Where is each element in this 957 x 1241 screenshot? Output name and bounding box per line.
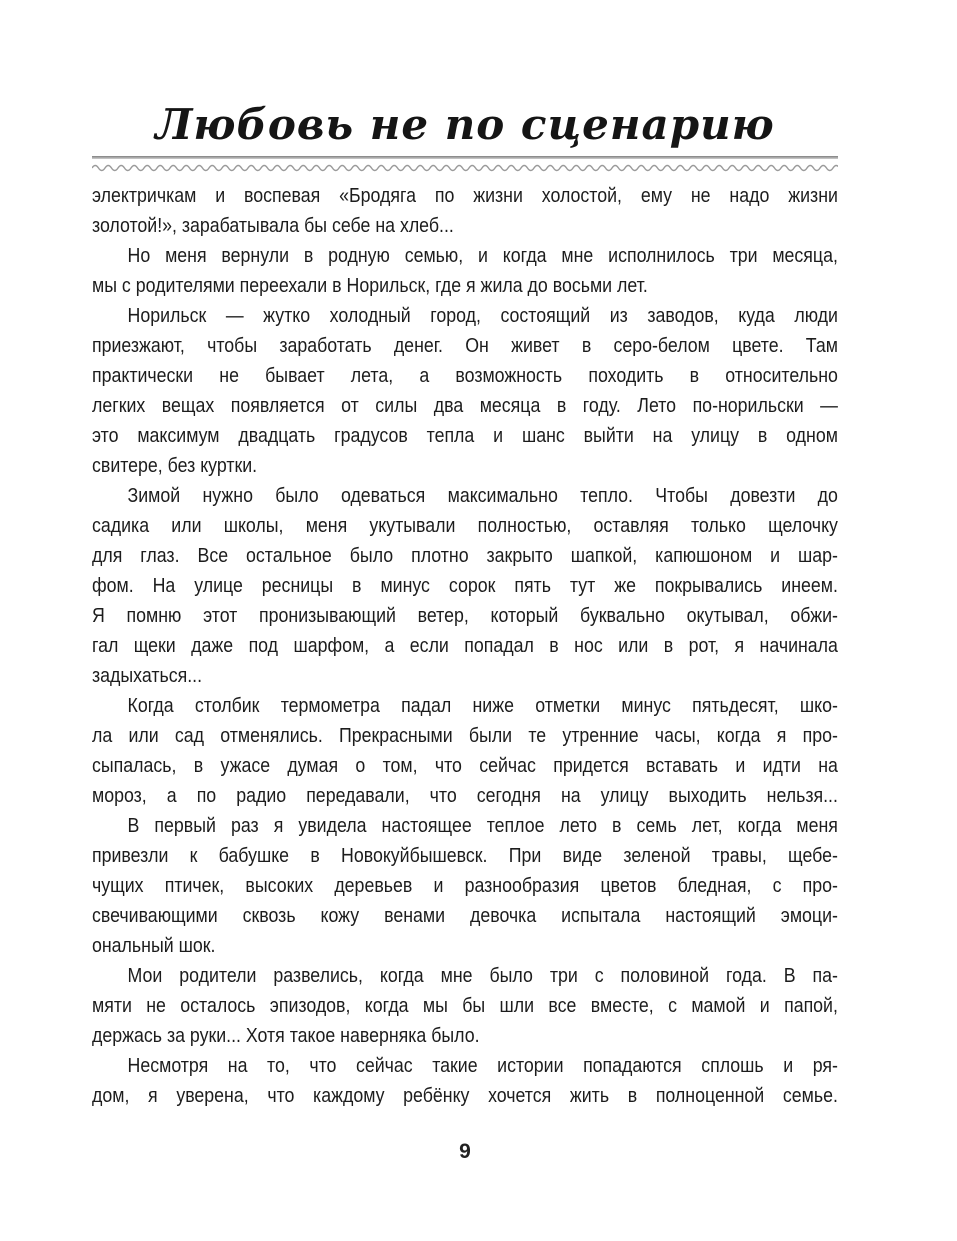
text-line: ла или сад отменялись. Прекрасными были те утренние часы, когда я про- [92, 725, 838, 747]
text-line: Но меня вернули в родную семью, и когда мне исполнилось три месяца, [127, 245, 838, 267]
text-line: электричкам и воспевая «Бродяга по жизни холостой, ему не надо жизни [92, 185, 838, 207]
page-text [92, 181, 838, 1111]
text-line: сыпалась, в ужасе думая о том, что сейчас придется вставать и идти на [92, 755, 838, 777]
divider-line [92, 156, 838, 159]
text-line: фом. На улице ресницы в минус сорок пять тут же покрывались инеем. [92, 575, 838, 597]
text-line: легких вещах появляется от силы два месяца в году. Лето по-норильски — [92, 395, 838, 417]
text-line: приезжают, чтобы заработать денег. Он живет в серо-белом цвете. Там [92, 335, 838, 357]
text-line: это максимум двадцать градусов тепла и шанс выйти на улицу в одном [92, 425, 838, 447]
text-line: Несмотря на то, что сейчас такие истории попадаются сплошь и ря- [127, 1055, 838, 1077]
text-line: Зимой нужно было одеваться максимально тепло. Чтобы довезти до [127, 485, 838, 507]
wavy-divider [92, 162, 838, 172]
text-line: мороз, а по радио передавали, что сегодня на улицу выходить нельзя... [92, 785, 838, 807]
text-line: золотой!», зарабатывала бы себе на хлеб... [92, 215, 454, 237]
text-line: для глаз. Все остальное было плотно закрыто шапкой, капюшоном и шар- [92, 545, 838, 567]
text-line: ональный шок. [92, 935, 216, 957]
chapter-title: Любовь не по сценарию [155, 100, 775, 149]
text-line: Мои родители развелись, когда мне было три с половиной года. В па- [127, 965, 838, 987]
wavy-divider-path [92, 166, 838, 171]
text-line: держась за руки... Хотя такое наверняка было. [92, 1025, 480, 1047]
text-line: садика или школы, меня укутывали полностью, оставляя только щелочку [92, 515, 838, 537]
text-line: дом, я уверена, что каждому ребёнку хочется жить в полноценной семье. [92, 1085, 838, 1107]
text-line: чущих птичек, высоких деревьев и разнообразия цветов бледная, с про- [92, 875, 838, 897]
text-line: Я помню этот пронизывающий ветер, который буквально окутывал, обжи- [92, 605, 838, 627]
text-line: свечивающими сквозь кожу венами девочка испытала настоящий эмоци- [92, 905, 838, 927]
text-line: задыхаться... [92, 665, 203, 687]
page-number: 9 [459, 1140, 471, 1163]
text-line: свитере, без куртки. [92, 455, 258, 477]
text-line: В первый раз я увидела настоящее теплое лето в семь лет, когда меня [127, 815, 838, 837]
text-line: Когда столбик термометра падал ниже отметки минус пятьдесят, шко- [127, 695, 838, 717]
text-line: Норильск — жутко холодный город, состоящий из заводов, куда люди [127, 305, 838, 327]
text-line: мы с родителями переехали в Норильск, где я жила до восьми лет. [92, 275, 648, 297]
text-line: мяти не осталось эпизодов, когда мы бы шли все вместе, с мамой и папой, [92, 995, 838, 1017]
text-line: гал щеки даже под шарфом, а если попадал в нос или в рот, я начинала [92, 635, 838, 657]
text-line: привезли к бабушке в Новокуйбышевск. При виде зеленой травы, щебе- [92, 845, 838, 867]
text-line: практически не бывает лета, а возможность походить в относительно [92, 365, 838, 387]
